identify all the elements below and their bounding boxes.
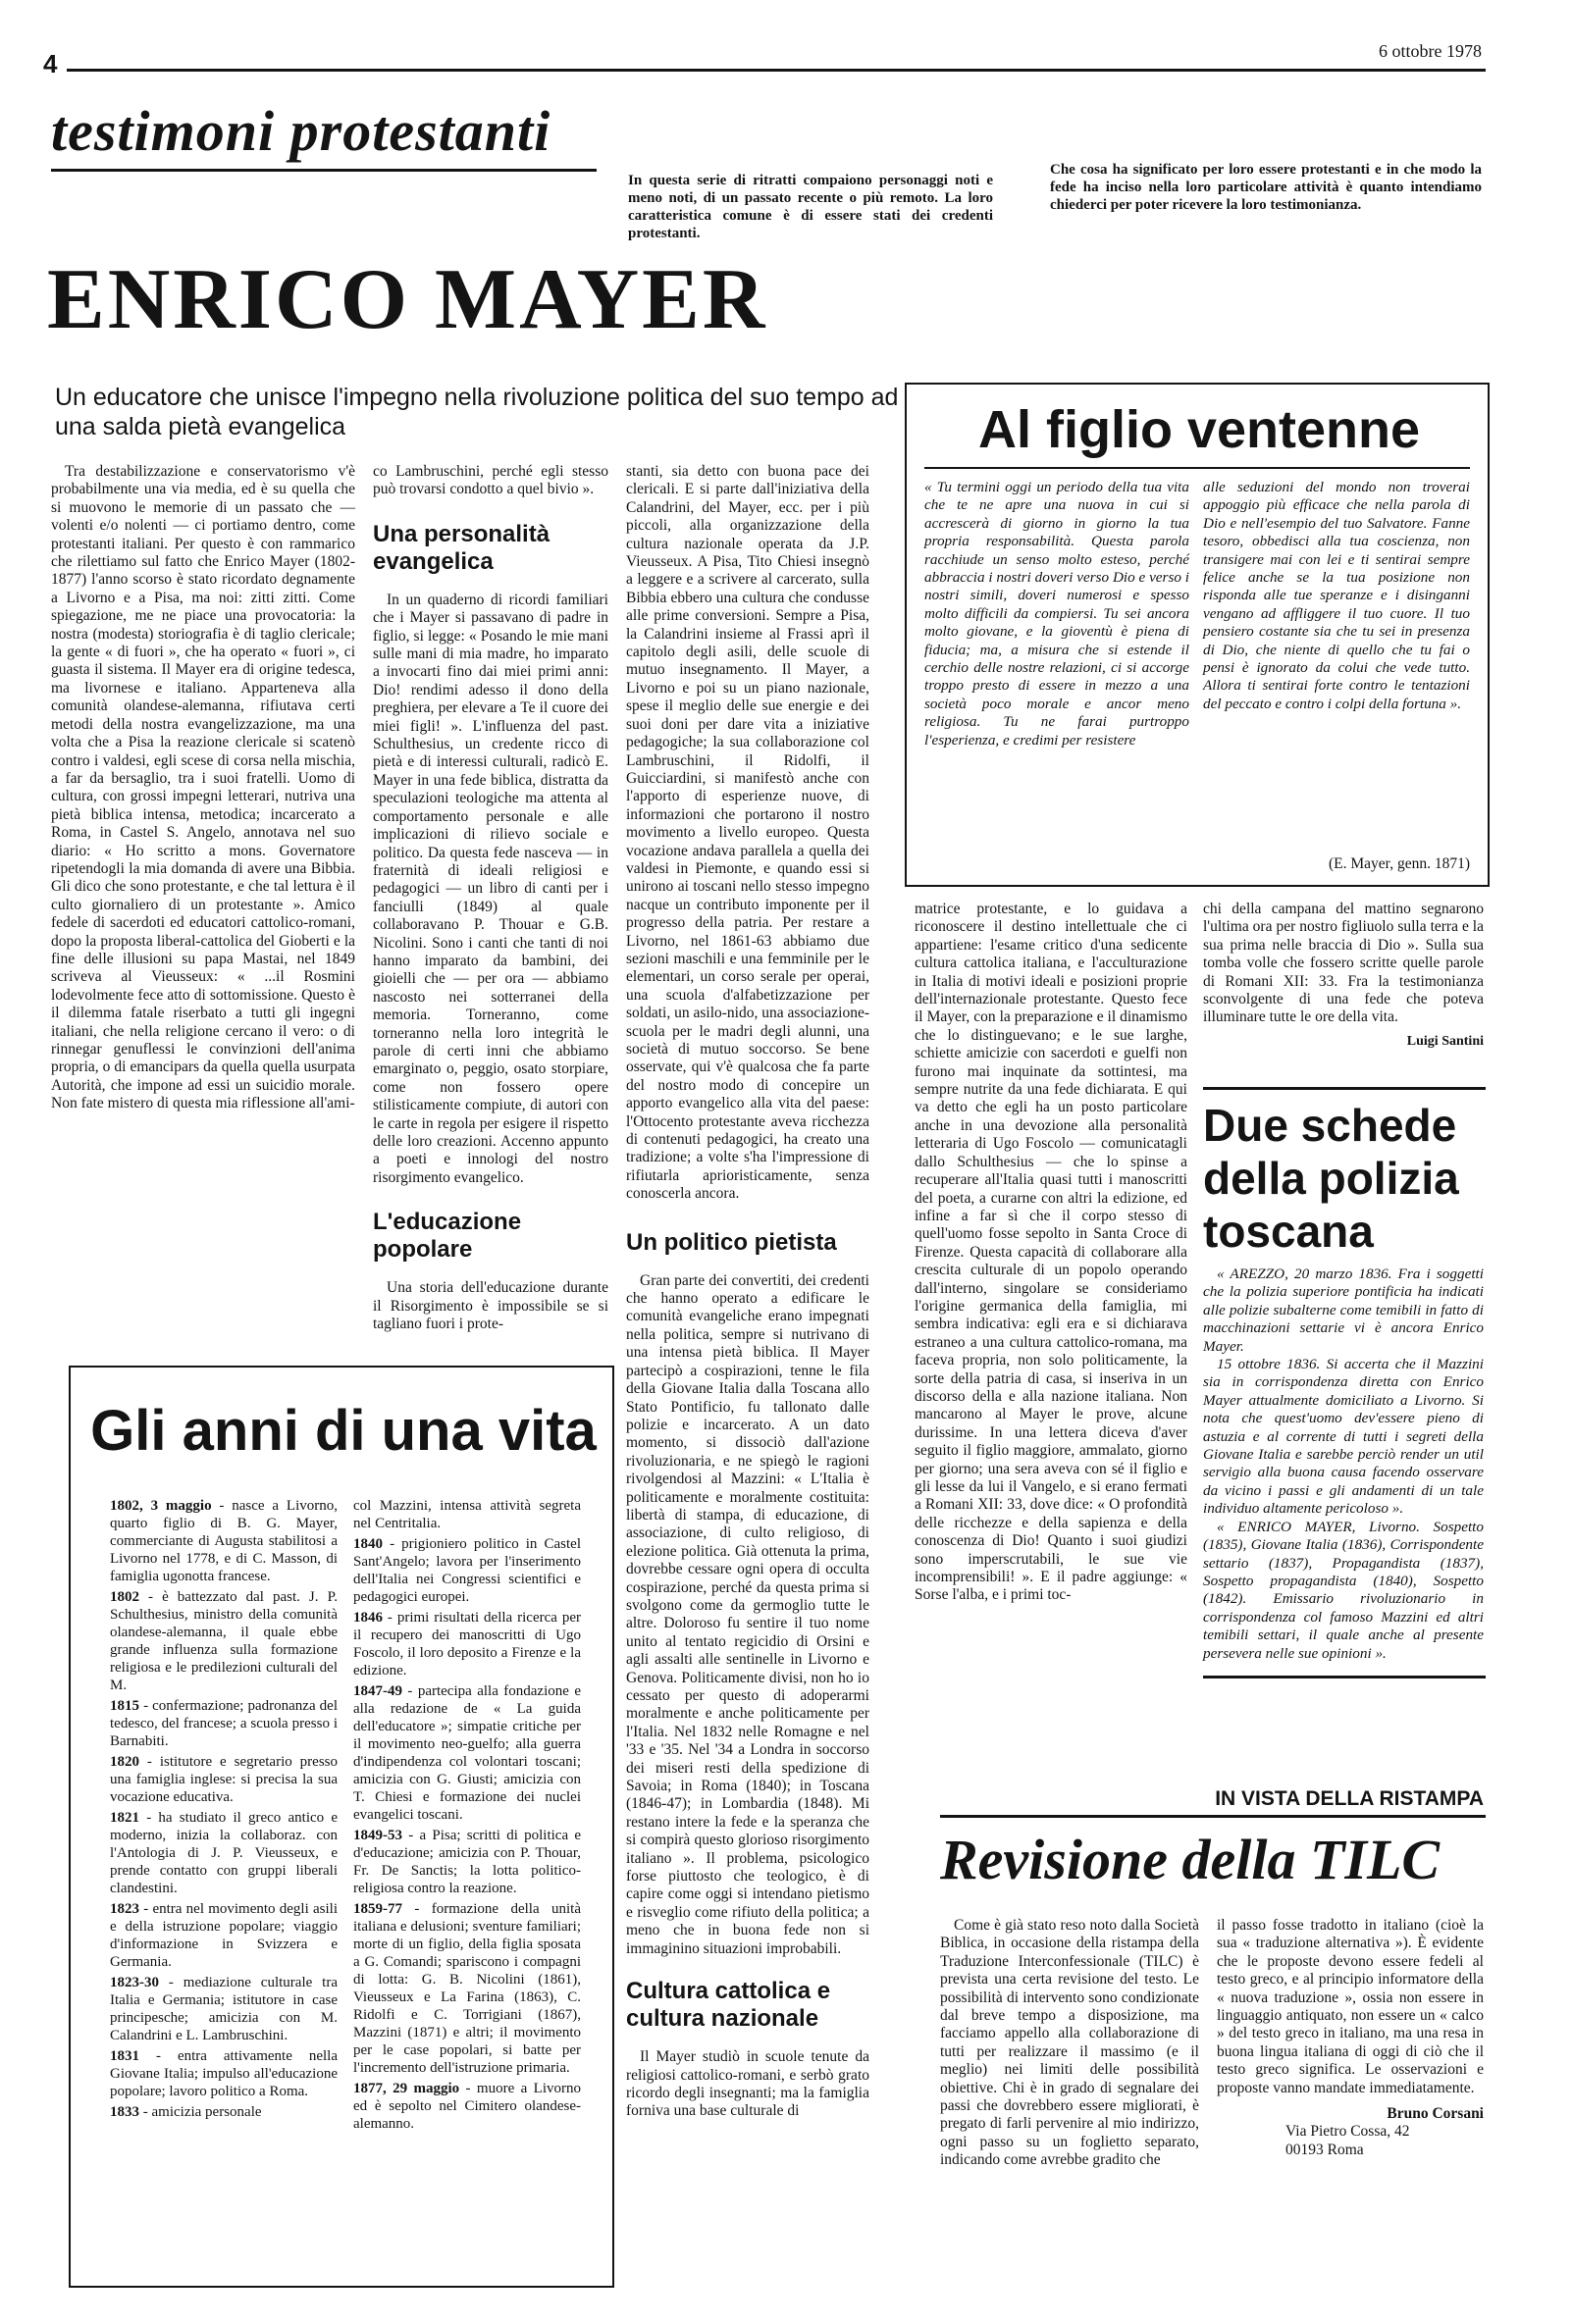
- article-col-1: Tra destabilizzazione e conservatorismo v'è probabilmente una via media, ed è su quella che si muovono le memorie di un passato che — volenti e/o nolenti — ci portiamo dentro, come protestanti italiani. Per questo è con rammarico che rilettiamo sul fatto che Enrico Mayer (1802-1877) l'anno scorso è stato ricordato degnamente a Livorno e a Pisa, ma noi: zitti zitti. Come spiegazione, me ne piace una provocatoria: la nostra (modesta) storiografia è di taglio clericale; la gente « di fuori », che ha operato « fuori », ci guasta il sistema. Il Mayer era di origine tedesca, ma livornese e italiano. Apparteneva alla comunità olandese-alemanna, rifiutava certi metodi della nostra evangelizzazione, ma una volta che a Pisa la reazione clericale si scatenò contro i valdesi, egli scese di corsa nella mischia, a far da bersaglio, tra i suoi fratelli. Uomo di cultura, con grossi impegni letterari, nutriva una pietà biblica intensa, metodica; incarcerato a Roma, in Castel S. Angelo, annotava nel suo diario: « Ho scritto a mons. Governatore ripetendogli la mia domanda di avere una Bibbia. Gli dico che sono protestante, e che tal lettura è il culto giornaliero di un protestante ». Amico fedele di sacerdoti ed educatori cattolico-romani, dopo la proposta liberal-cattolica del Gioberti e la fine delle illusioni su papa Mastai, nel 1849 scriveva al Vieusseux: « ...il Rosmini lodevolmente fece atto di sottomissione. Questo è il dilemma fatale riserbato a tutti gli ingegni italiani, che nella religione cercano il vero: o di rinnegar genuflessi le convinzioni dell'anima propria, o di emancipars da quella quella usurpata Autorità, che impone ad essi un suicidio morale. Non fate mistero di questa mia riflessione all'ami-: [51, 463, 355, 1112]
- author-rule: [1203, 1087, 1486, 1090]
- box-figlio-text-right: alle seduzioni del mondo non troverai appoggio più efficace che nella parola di Dio e nell'esempio del tuo Salvatore. Fanne tesoro, obbedisci alla tua coscienza, non transigere mai con lei e ti sentirai sempre felice anche se la tua posizione non risponda alle tue speranze e i disinganni vengano ad affliggere il tuo cuore. Il tuo pensiero costante sia che tu sei in presenza di Dio, che niente di quello che tu fai o pensi è ignorato da colui che vede tutto. Allora ti sentirai forte contro le tentazioni del peccato e contro i colpi della fortuna ».: [1203, 479, 1470, 712]
- anni-entry: col Mazzini, intensa attività segreta nel Centritalia.: [353, 1498, 581, 1531]
- anni-entry: 1820 - istitutore e segretario presso una famiglia inglese: si precisa la sua vocazione educativa.: [110, 1754, 338, 1805]
- polizia-text: « AREZZO, 20 marzo 1836. Fra i soggetti che la polizia superiore pontificia ha indicati alle polizie subalterne come temibili in fatto di macchinazioni settarie vi è ancora Enrico Mayer. 15 ottobre 1836. Si accerta che il Mazzini sia in corrispondenza diretta con Enrico Mayer attualmente domiciliato a Livorno. Si nota che quest'uomo dev'essere pieno di astuzia e al corrente di tutti i segreti della Giovane Italia e sarebbe perciò render un util servigio alla buona causa facendo osservare da vicino i passi e gli andamenti di un tale individuo altamente pericoloso ». « ENRICO MAYER, Livorno. Sospetto (1835), Giovane Italia (1836), Corrispondente settario (1837), Propagandista (1837), Sospetto propagandista (1840), Sospetto (1842). Emissario rivoluzionario in corrispondenza col famoso Mazzini ed altri temibili settari, il quale anche al presente persevera nelle sue opinioni ».: [1203, 1265, 1484, 1662]
- anni-entry: 1802, 3 maggio - nasce a Livorno, quarto figlio di B. G. Mayer, commerciante di Augusta stabilitosi a Livorno nel 1778, e di C. Masson, di famiglia ugonotta francese.: [110, 1498, 338, 1584]
- tilc-title: Revisione della TILC: [940, 1828, 1441, 1891]
- page-number: 4: [43, 49, 58, 78]
- article-col-3: stanti, sia detto con buona pace dei clericali. E si parte dall'iniziativa della Calandrini, del Mayer, ecc. per i più piccoli, alla organizzazione della cultura nazionale operata da J.P. Vieusseux. A Pisa, Tito Chiesi insegnò a leggere e a scrivere al carcerato, sulla Bibbia ebbero una cultura che condusse alle prime conversioni. Sempre a Pisa, la Calandrini insieme al Frassi aprì il capitolo degli asili, delle scuole di mutuo insegnamento. Il Mayer, a Livorno e poi su un piano nazionale, spese il meglio delle sue energie e dei suoi doni per dare vita a iniziative pedagogiche; la sua collaborazione col Lambruschini, il Ridolfi, il Guicciardini, si manifestò anche con l'apporto di esperienze nuove, di informazioni che portarono il nostro movimento a livello europeo. Questa vocazione andava parallela a quella dei valdesi in Piemonte, e quando essi si unirono ai toscani nello stesso impegno nacque un contributo imponente per il progresso della patria. Per restare a Livorno, nel 1861-63 abbiamo due sezioni maschili e una femminile per le elementari, un corso serale per operai, una scuola d'alfabetizzazione per soldati, un asilo-nido, una associazione-scuola per le madri degli alunni, una società di mutuo soccorso. Se bene osservate, qui v'è qualcosa che fa parte del nostro modo di concepire un apporto evangelico alla vita del paese: l'Ottocento protestante aveva ricchezza di contenuti pedagogici, ha creato una tradizione; a volte s'ha l'impressione di rifiutarla aprioristicamente, senza conoscerla ancora. Un politico pietista Gran parte dei convertiti, dei credenti che hanno operato a edificare le comunità evangeliche erano impegnati nella politica, sempre si nutrivano di una intensa pietà biblica. Il Mayer partecipò a cospirazioni, tenne le fila della Giovane Italia dalla Toscana allo Stato Pontificio, fu tallonato dalle polizie e incarcerato. A un dato momento, si dissociò dall'azione rivoluzionaria, e ne spiegò le ragioni rivolgendosi al Mazzini: « L'Italia è politicamente e moralmente costituita: libertà di stampa, di educazione, di associazione, di culto religioso, di elezione politica. Già ottenuta la prima, dovrebbe cessare ogni opera di occulta cospirazione, perché da questa prima si svolgono come da germoglio tutte le altre. Doloroso fu sentire il tuo nome unito al tentato regicidio di Orsini e agli assalti alle sentinelle in Livorno e Genova. Politicamente divisi, non ho io cessato per questo di adoperarmi moralmente e anche politicamente per l'Italia. Nel 1832 nelle Romagne e nel '33 e '35. Nel '34 a Londra in soccorso dei miseri resti della spedizione di Savoia; in Roma (1840); in Toscana (1846-47); in Lombardia (1848). Mi restano intere la fede e la speranza che si compirà questo glorioso risorgimento italiano ». Il problema, psicologico forse piuttosto che teologico, è di capire come oggi si intendano pietismo e risveglio come rifiuto della politica; a meno che in buona fede non si immaginino situazioni improbabili. Cultura cattolica e cultura nazionale Il Mayer studiò in scuole tenute da religiosi cattolico-romani, e serbò grato ricordo degli insegnanti; ma la famiglia forniva una base culturale di: [626, 463, 869, 2120]
- anni-title: Gli anni di una vita: [90, 1399, 597, 1463]
- polizia-rule: [1203, 1676, 1486, 1678]
- box-figlio-rule: [924, 467, 1470, 469]
- article-title: ENRICO MAYER: [47, 252, 768, 347]
- tilc-col-2: il passo fosse tradotto in italiano (cioè la sua « traduzione alternativa »). È evidente che le proposte devono essere fedeli al testo greco, e al principio informatore della « nuova traduzione », ossia non essere in linguaggio antiquato, non essere un « calco » del testo greco in italiano, ma una resa in buona lingua italiana di oggi di ciò che il testo greco significa. Le osservazioni e proposte vanno mandate immediatamente. Bruno Corsani Via Pietro Cossa, 42 00193 Roma: [1217, 1917, 1484, 2158]
- anni-entry: 1815 - confermazione; padronanza del tedesco, del francese; a scuola presso i Barnabiti.: [110, 1698, 338, 1749]
- box-figlio-signature: (E. Mayer, genn. 1871): [1328, 855, 1470, 872]
- subheading-politico: Un politico pietista: [626, 1228, 837, 1256]
- anni-entry: 1821 - ha studiato il greco antico e moderno, inizia la collaboraz. con l'Antologia di J. P. Vieusseux, e prende contatto con gruppi liberali clandestini.: [110, 1810, 338, 1896]
- anni-entry: 1823-30 - mediazione culturale tra Italia e Germania; istitutore in case principesche; amicizia con M. Calandrini e L. Lambruschini.: [110, 1975, 338, 2043]
- polizia-title-line-2: della polizia: [1203, 1153, 1459, 1204]
- anni-entry: 1833 - amicizia personale: [110, 2104, 262, 2120]
- tilc-sign-name: Bruno Corsani: [1387, 2105, 1484, 2123]
- article-author: Luigi Santini: [1406, 1033, 1484, 1049]
- anni-entry: 1849-53 - a Pisa; scritti di politica e d'educazione; amicizia con P. Thouar, Fr. De Sanctis; la lotta politico-religiosa contro la reazione.: [353, 1828, 581, 1896]
- tilc-sign-addr-2: 00193 Roma: [1285, 2141, 1364, 2158]
- anni-entry: 1846 - primi risultati della ricerca per il recupero dei manoscritti di Ugo Foscolo, il loro deposito a Firenze e la edizione.: [353, 1610, 581, 1678]
- box-figlio-text-left: « Tu termini oggi un periodo della tua vita che te ne apre una nuova in cui si accrescerà di giorno in giorno la tua propria responsabilità. Questa parola racchiude un senso molto esteso, perché abbraccia i nostri doveri verso Dio e verso i nostri simili, doveri numerosi e spesso molto difficili da compiersi. Tu sei ancora molto giovane, e la gioventù è piena di fiducia; ma, a misura che si estende il cerchio delle nostre relazioni, ci si accorge troppo presto di essere in mezzo a una società poco morale e ancor meno religiosa. Tu ne farai purtroppo l'esperienza, e credimi per resistere: [924, 479, 1189, 749]
- anni-entry: 1877, 29 maggio - muore a Livorno ed è sepolto nel Cimitero olandese-alemanno.: [353, 2081, 581, 2132]
- subheading-personalita: Una personalità evangelica: [373, 520, 550, 575]
- box-al-figlio: [905, 383, 1490, 887]
- subheading-cultura: Cultura cattolica e cultura nazionale: [626, 1978, 831, 2033]
- box-anni-vita: [69, 1366, 614, 2288]
- anni-entry: 1823 - entra nel movimento degli asili e della istruzione popolare; viaggio d'informazione in Svizzera e Germania.: [110, 1901, 338, 1970]
- header-rule: [67, 69, 1486, 72]
- anni-entry: 1802 - è battezzato dal past. J. P. Schulthesius, ministro della comunità olandese-alemanna, il quale ebbe grande influenza sulla formazione religiosa e le predilezioni culturali del M.: [110, 1589, 338, 1693]
- tilc-rule: [940, 1815, 1486, 1818]
- anni-entry: 1831 - entra attivamente nella Giovane Italia; impulso all'educazione popolare; lavoro politico a Roma.: [110, 2048, 338, 2099]
- issue-date: 6 ottobre 1978: [1379, 41, 1482, 61]
- section-underline: [51, 169, 597, 172]
- article-col-2: co Lambruschini, perché egli stesso può trovarsi condotto a quel bivio ». Una personalità evangelica In un quaderno di ricordi familiari che i Mayer si passavano di padre in figlio, si legge: « Posando le mie mani sulle mani di mia madre, ho imparato a invocarti fino dai miei primi anni: Dio! rendimi adesso il dono della preghiera, per elevare a Te il cuore dei miei figli! ». L'influenza del past. Schulthesius, un credente ricco di pietà e di interessi culturali, radicò E. Mayer in una fede biblica, distratta da speculazioni teologiche ma attenta al comportamento personale e alle implicazioni di rilievo sociale e politico. Da questa fede nasceva — in fraternità di ideali religiosi e pedagogici — un libro di canti per i fanciulli (1849) al quale collaboravano P. Thouar e G.B. Nicolini. Sono i canti che tanti di noi hanno imparato da bambini, dei gioielli che — per ora — abbiamo nascosto nei sotterranei della memoria. Torneranno, come torneranno nella loro integrità le parole di certi inni che abbiamo emarginato o, peggio, osato storpiare, come non fossero opere stilisticamente compiute, di autori con le carte in regola per esigere il rispetto delle loro creazioni. Accenno appunto a poeti e innologi del nostro risorgimento evangelico. L'educazione popolare Una storia dell'educazione durante il Risorgimento è impossibile se si tagliano fuori i prote-: [373, 463, 608, 1333]
- tilc-col-1: Come è già stato reso noto dalla Società Biblica, in occasione della ristampa della Traduzione Interconfessionale (TILC) è prevista una certa revisione del testo. Le possibilità di intervento sono condizionate dal breve tempo a disposizione, ma facciamo appello alla collaborazione di tutti per realizzare il massimo (e il meglio) nei limiti delle possibilità obiettive. Chi è in grado di segnalare dei passi che dovrebbero essere migliorati, è pregato di farli pervenire al mio indirizzo, ogni passo su un foglietto separato, indicando come avrebbe gradito che: [940, 1917, 1199, 2169]
- section-title: testimoni protestanti: [51, 99, 551, 163]
- article-col-5: chi della campana del mattino segnarono l'ultima ora per nostro figliuolo sulla terra e la sua prima nelle braccia di Dio ». Sulla sua tomba volle che fossero scritte quelle parole di Romani XII: 33. Fra la testimonianza sconvolgente di una fede che poteva illuminare tutte le ore della vita. Luigi Santini: [1203, 901, 1484, 1051]
- anni-entry: 1859-77 - formazione della unità italiana e delusioni; sventure familiari; morte di un figlio, della figlia sposata a G. Comandi; spariscono i compagni di lotta: G. B. Nicolini (1861), Vieusseux e La Farina (1863), C. Ridolfi e C. Torrigiani (1867), Mazzini (1871) e altri; il movimento per le case popolari, si batte per l'incremento dell'istruzione primaria.: [353, 1901, 581, 2076]
- article-col-4: matrice protestante, e lo guidava a riconoscere il destino intellettuale che ci appartiene: l'esame critico d'una sedicente cultura cattolica italiana, e l'acculturazione in Italia di motivi ideali e posizioni proprie dell'internazionale protestante. Questo fece il Mayer, con la preparazione e il dinamismo che lo distinguevano; e le sue larghe, schiette amicizie con sacerdoti e guelfi non furono mai inquinate da sottintesi, ma sempre nutrite da una fede dichiarata. E qui va detto che egli ha un posto particolare anche in una devozione alla personalità letteraria di Ugo Foscolo — comunicatagli dallo Schulthesius — che lo spinse a recuperare all'Italia quasi tutti i manoscritti del poeta, a curarne con altri la edizione, ed infine a far sì che il corpo stesso di quell'uomo fosse sepolto in Santa Croce di Firenze. Questa capacità di collaborare alla crescita culturale di un popolo operando dall'interno, singolare se consideriamo l'origine germanica della famiglia, mi sembra indicativa: egli era e si dichiarava estraneo a una cultura cattolico-romana, ma faceva propria, non solo politicamente, la sorte della patria di casa, si inseriva in un discorso della e alla nazione italiana. Non mancarono al Mayer le prove, alcune durissime. In una lettera diceva d'aver seguito il figlio maggiore, ammalato, giorno per giorno; una sera aveva con sé il figlio e gli lesse da lui il Vangelo, e si erano fermati a Romani XII: 33, dove dice: « O profondità delle ricchezze e della sapienza e della conoscenza di Dio! Quanto i suoi giudizi sono imperscrutabili, le sue vie incomprensibili! ». E il padre aggiunge: « Sorse l'alba, e i primi toc-: [915, 901, 1187, 1604]
- tilc-kicker: IN VISTA DELLA RISTAMPA: [1215, 1787, 1484, 1810]
- anni-entry: 1847-49 - partecipa alla fondazione e alla redazione de « La guida dell'educatore »; simpatie critiche per il movimento neo-guelfo; alla guerra d'indipendenza col volontari toscani; amicizia con G. Giusti; amicizia con T. Chiesi e formazione dei nuclei evangelici toscani.: [353, 1683, 581, 1823]
- anni-entry: 1840 - prigioniero politico in Castel Sant'Angelo; lavora per l'inserimento dell'Italia nei Congressi scientifici e pedagogici europei.: [353, 1536, 581, 1605]
- polizia-title: [1203, 1099, 1488, 1258]
- subheading-educazione: L'educazione popolare: [373, 1209, 522, 1264]
- polizia-title-line-3: toscana: [1203, 1206, 1374, 1257]
- polizia-title-line-1: Due schede: [1203, 1100, 1457, 1151]
- series-intro: In questa serie di ritratti compaiono personaggi noti e meno noti, di un passato recente o più remoto. La loro caratteristica comune è di essere stati dei credenti protestanti.: [628, 173, 993, 241]
- anni-entries-left: [110, 1497, 338, 2124]
- tilc-sign-addr-1: Via Pietro Cossa, 42: [1285, 2123, 1410, 2141]
- series-question: Che cosa ha significato per loro essere protestanti e in che modo la fede ha inciso nella loro particolare attività è quanto intendiamo chiederci per poter ricevere la loro testimonianza.: [1050, 162, 1482, 213]
- anni-entries-right: [353, 1497, 581, 2136]
- box-figlio-title: Al figlio ventenne: [977, 400, 1421, 459]
- article-subtitle: Un educatore che unisce l'impegno nella rivoluzione politica del suo tempo ad una salda pietà evangelica: [55, 384, 899, 440]
